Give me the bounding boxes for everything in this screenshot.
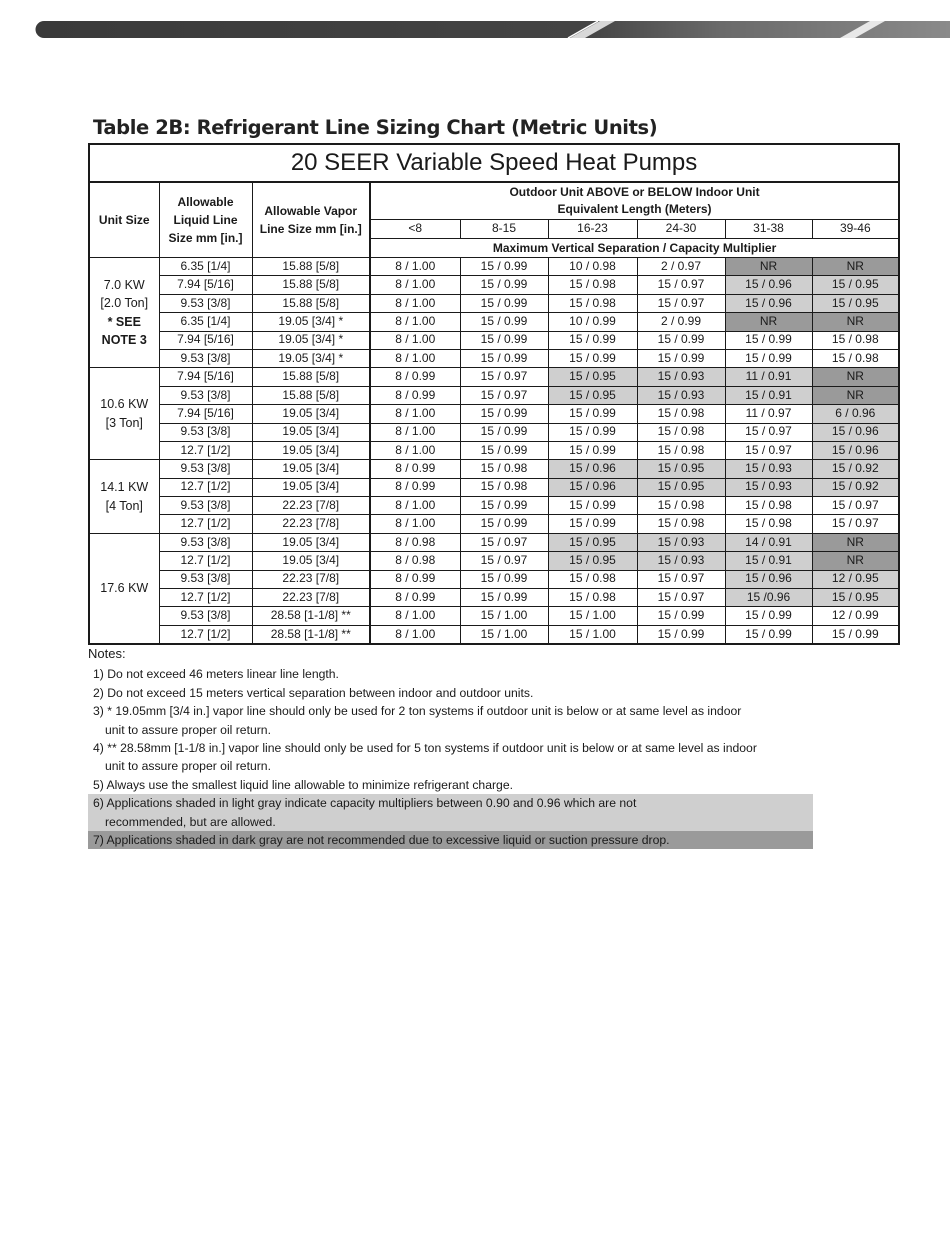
header-unit-size: Unit Size (89, 182, 159, 258)
capacity-cell: NR (725, 313, 812, 331)
vapor-line-cell: 15.88 [5/8] (252, 276, 370, 294)
vapor-line-cell: 22.23 [7/8] (252, 497, 370, 515)
capacity-cell: 15 / 0.99 (548, 515, 637, 533)
capacity-cell: 15 / 0.98 (637, 497, 725, 515)
capacity-cell: 15 / 0.99 (548, 423, 637, 441)
vapor-line-cell: 15.88 [5/8] (252, 294, 370, 312)
capacity-cell: 15 / 0.98 (548, 276, 637, 294)
vapor-line-cell: 19.05 [3/4] (252, 460, 370, 478)
table-row (89, 497, 899, 515)
capacity-cell: 15 /0.96 (725, 589, 812, 607)
liquid-line-cell: 9.53 [3/8] (159, 607, 252, 625)
vapor-line-cell: 19.05 [3/4] (252, 478, 370, 496)
note-continuation: unit to assure proper oil return. (105, 722, 271, 737)
capacity-cell: NR (812, 386, 899, 404)
line-sizing-table (88, 143, 900, 645)
capacity-cell: 15 / 0.93 (637, 386, 725, 404)
capacity-cell: 15 / 0.99 (548, 331, 637, 349)
capacity-cell: 15 / 0.99 (548, 405, 637, 423)
note-item (88, 831, 813, 849)
unit-size-label: 7.0 KW [2.0 Ton] (100, 277, 149, 311)
table-row (89, 570, 899, 588)
capacity-cell: 8 / 0.99 (370, 386, 460, 404)
capacity-cell: 15 / 0.99 (725, 607, 812, 625)
capacity-cell: 8 / 0.98 (370, 552, 460, 570)
vapor-line-cell: 19.05 [3/4] (252, 423, 370, 441)
note-text: 7) Applications shaded in dark gray are not recommended due to excessive liquid or suction pressure drop. (93, 833, 670, 848)
vapor-line-cell: 19.05 [3/4] (252, 552, 370, 570)
unit-size-label: 10.6 KW [3 Ton] (100, 397, 149, 430)
note-item (88, 702, 848, 739)
capacity-cell: 15 / 0.99 (460, 405, 548, 423)
capacity-cell: 15 / 0.99 (812, 625, 899, 644)
capacity-cell: 15 / 0.99 (637, 331, 725, 349)
capacity-cell: 15 / 0.95 (637, 460, 725, 478)
capacity-cell: 15 / 0.97 (460, 368, 548, 386)
vapor-line-cell: 22.23 [7/8] (252, 570, 370, 588)
note-text: 6) Applications shaded in light gray indicate capacity multipliers between 0.90 and 0.96 which are not (93, 796, 637, 811)
capacity-cell: 15 / 0.95 (812, 276, 899, 294)
vapor-line-cell: 19.05 [3/4] * (252, 331, 370, 349)
capacity-cell: 15 / 0.95 (548, 533, 637, 551)
capacity-cell: 15 / 0.97 (460, 533, 548, 551)
header-range-1: 8-15 (460, 220, 548, 239)
capacity-cell: 15 / 0.99 (460, 570, 548, 588)
capacity-cell: 15 / 0.96 (725, 276, 812, 294)
capacity-cell: 11 / 0.91 (725, 368, 812, 386)
table-row (89, 515, 899, 533)
notes-section (88, 645, 848, 849)
capacity-cell: 8 / 1.00 (370, 497, 460, 515)
header-range-3: 24-30 (637, 220, 725, 239)
table-row (89, 441, 899, 459)
capacity-cell: 15 / 0.99 (725, 349, 812, 367)
capacity-cell: 15 / 0.98 (548, 589, 637, 607)
liquid-line-cell: 7.94 [5/16] (159, 331, 252, 349)
table-row (89, 405, 899, 423)
capacity-cell: NR (812, 552, 899, 570)
capacity-cell: 15 / 0.98 (637, 405, 725, 423)
liquid-line-cell: 6.35 [1/4] (159, 258, 252, 276)
vapor-line-cell: 19.05 [3/4] * (252, 313, 370, 331)
capacity-cell: 15 / 0.96 (548, 478, 637, 496)
vapor-line-cell: 15.88 [5/8] (252, 368, 370, 386)
capacity-cell: 15 / 0.99 (637, 607, 725, 625)
liquid-line-cell: 7.94 [5/16] (159, 405, 252, 423)
vapor-line-cell: 22.23 [7/8] (252, 589, 370, 607)
note-continuation: unit to assure proper oil return. (105, 759, 271, 774)
capacity-cell: NR (812, 533, 899, 551)
capacity-cell: 15 / 0.98 (460, 478, 548, 496)
capacity-cell: 15 / 1.00 (548, 625, 637, 644)
liquid-line-cell: 9.53 [3/8] (159, 497, 252, 515)
capacity-cell: 15 / 0.99 (637, 349, 725, 367)
vapor-line-cell: 28.58 [1-1/8] ** (252, 625, 370, 644)
capacity-cell: 15 / 1.00 (460, 607, 548, 625)
capacity-cell: 14 / 0.91 (725, 533, 812, 551)
capacity-cell: 8 / 0.99 (370, 589, 460, 607)
capacity-cell: 15 / 0.92 (812, 460, 899, 478)
note-item (88, 684, 848, 702)
table-row (89, 478, 899, 496)
capacity-cell: 8 / 0.99 (370, 570, 460, 588)
vapor-line-cell: 15.88 [5/8] (252, 258, 370, 276)
vapor-line-cell: 15.88 [5/8] (252, 386, 370, 404)
header-max-vertical: Maximum Vertical Separation / Capacity Multiplier (370, 239, 899, 258)
liquid-line-cell: 7.94 [5/16] (159, 368, 252, 386)
capacity-cell: 15 / 0.96 (812, 423, 899, 441)
capacity-cell: 15 / 0.98 (812, 349, 899, 367)
capacity-cell: 15 / 0.97 (637, 276, 725, 294)
capacity-cell: 15 / 0.99 (725, 331, 812, 349)
unit-size-cell (89, 533, 159, 644)
capacity-cell: 8 / 0.99 (370, 368, 460, 386)
table-row (89, 607, 899, 625)
liquid-line-cell: 12.7 [1/2] (159, 441, 252, 459)
capacity-cell: NR (812, 368, 899, 386)
capacity-cell: 2 / 0.99 (637, 313, 725, 331)
capacity-cell: NR (812, 313, 899, 331)
capacity-cell: 15 / 0.96 (725, 570, 812, 588)
capacity-cell: 15 / 0.98 (637, 515, 725, 533)
note-item (88, 665, 848, 683)
liquid-line-cell: 9.53 [3/8] (159, 570, 252, 588)
capacity-cell: 15 / 0.95 (548, 368, 637, 386)
capacity-cell: 15 / 0.97 (460, 552, 548, 570)
capacity-cell: 15 / 0.93 (725, 478, 812, 496)
capacity-cell: 15 / 0.99 (460, 441, 548, 459)
capacity-cell: 15 / 1.00 (460, 625, 548, 644)
capacity-cell: 15 / 0.93 (637, 552, 725, 570)
capacity-cell: 15 / 0.99 (460, 294, 548, 312)
table-row (89, 423, 899, 441)
capacity-cell: 8 / 1.00 (370, 607, 460, 625)
page-title: Table 2B: Refrigerant Line Sizing Chart (Metric Units) (93, 116, 658, 139)
capacity-cell: 15 / 0.91 (725, 386, 812, 404)
note-item (88, 794, 813, 831)
vapor-line-cell: 19.05 [3/4] (252, 405, 370, 423)
capacity-cell: 15 / 0.91 (725, 552, 812, 570)
capacity-cell: 2 / 0.97 (637, 258, 725, 276)
capacity-cell: 10 / 0.99 (548, 313, 637, 331)
capacity-cell: 15 / 0.95 (548, 386, 637, 404)
capacity-cell: 8 / 0.99 (370, 460, 460, 478)
capacity-cell: 11 / 0.97 (725, 405, 812, 423)
capacity-cell: 8 / 0.99 (370, 478, 460, 496)
capacity-cell: 15 / 0.97 (725, 423, 812, 441)
note-text: 2) Do not exceed 15 meters vertical separation between indoor and outdoor units. (93, 685, 534, 700)
table-row (89, 368, 899, 386)
capacity-cell: 15 / 0.95 (637, 478, 725, 496)
capacity-cell: 15 / 0.92 (812, 478, 899, 496)
capacity-cell: 15 / 0.99 (460, 497, 548, 515)
liquid-line-cell: 9.53 [3/8] (159, 423, 252, 441)
header-vapor-line: Allowable Vapor Line Size mm [in.] (252, 182, 370, 258)
capacity-cell: 15 / 1.00 (548, 607, 637, 625)
note-continuation: recommended, but are allowed. (105, 814, 276, 829)
capacity-cell: 15 / 0.99 (460, 589, 548, 607)
table-row (89, 331, 899, 349)
liquid-line-cell: 12.7 [1/2] (159, 625, 252, 644)
unit-size-cell (89, 258, 159, 368)
unit-size-label: 17.6 KW (100, 581, 149, 596)
header-range-2: 16-23 (548, 220, 637, 239)
note-text: 5) Always use the smallest liquid line allowable to minimize refrigerant charge. (93, 777, 513, 792)
table-row (89, 349, 899, 367)
note-text: 3) * 19.05mm [3/4 in.] vapor line should only be used for 2 ton systems if outdoor unit is below or at same level as indoor (93, 704, 742, 719)
capacity-cell: 15 / 0.98 (725, 515, 812, 533)
capacity-cell: 15 / 0.99 (637, 625, 725, 644)
vapor-line-cell: 19.05 [3/4] (252, 441, 370, 459)
capacity-cell: 15 / 0.98 (460, 460, 548, 478)
note-text: 4) ** 28.58mm [1-1/8 in.] vapor line should only be used for 5 ton systems if outdoor unit is below or at same level as indoor (93, 741, 757, 756)
capacity-cell: 15 / 0.98 (548, 294, 637, 312)
capacity-cell: 15 / 0.95 (812, 294, 899, 312)
liquid-line-cell: 9.53 [3/8] (159, 386, 252, 404)
capacity-cell: 8 / 1.00 (370, 515, 460, 533)
table-row (89, 552, 899, 570)
note-item (88, 776, 848, 794)
capacity-cell: 15 / 0.97 (460, 386, 548, 404)
capacity-cell: 15 / 0.99 (548, 497, 637, 515)
header-range-4: 31-38 (725, 220, 812, 239)
vapor-line-cell: 22.23 [7/8] (252, 515, 370, 533)
capacity-cell: 8 / 1.00 (370, 294, 460, 312)
liquid-line-cell: 9.53 [3/8] (159, 533, 252, 551)
capacity-cell: 12 / 0.95 (812, 570, 899, 588)
capacity-cell: 15 / 0.99 (460, 276, 548, 294)
notes-heading: Notes: (88, 646, 126, 661)
notes-list (88, 665, 848, 849)
capacity-cell: NR (812, 258, 899, 276)
capacity-cell: 8 / 1.00 (370, 258, 460, 276)
capacity-cell: 8 / 1.00 (370, 276, 460, 294)
header-liquid-line: Allowable Liquid Line Size mm [in.] (159, 182, 252, 258)
header-decorative-bar (0, 0, 950, 45)
capacity-cell: NR (725, 258, 812, 276)
unit-size-cell (89, 460, 159, 534)
capacity-cell: 15 / 0.99 (460, 258, 548, 276)
capacity-cell: 15 / 0.95 (548, 552, 637, 570)
table-row (89, 625, 899, 644)
capacity-cell: 8 / 1.00 (370, 405, 460, 423)
liquid-line-cell: 6.35 [1/4] (159, 313, 252, 331)
header-range-5: 39-46 (812, 220, 899, 239)
capacity-cell: 15 / 0.96 (812, 441, 899, 459)
table-caption: 20 SEER Variable Speed Heat Pumps (89, 144, 899, 182)
capacity-cell: 15 / 0.99 (460, 349, 548, 367)
capacity-cell: 15 / 0.99 (725, 625, 812, 644)
capacity-cell: 8 / 1.00 (370, 349, 460, 367)
vapor-line-cell: 19.05 [3/4] * (252, 349, 370, 367)
liquid-line-cell: 9.53 [3/8] (159, 294, 252, 312)
capacity-cell: 15 / 0.99 (460, 515, 548, 533)
capacity-cell: 15 / 0.96 (548, 460, 637, 478)
capacity-cell: 15 / 0.98 (548, 570, 637, 588)
header-range-0: <8 (370, 220, 460, 239)
capacity-cell: 15 / 0.98 (725, 497, 812, 515)
capacity-cell: 15 / 0.99 (460, 331, 548, 349)
table-row (89, 589, 899, 607)
table-row (89, 258, 899, 276)
capacity-cell: 15 / 0.97 (812, 497, 899, 515)
note-item (88, 739, 848, 776)
capacity-cell: 15 / 0.93 (637, 368, 725, 386)
capacity-cell: 12 / 0.99 (812, 607, 899, 625)
capacity-cell: 10 / 0.98 (548, 258, 637, 276)
capacity-cell: 8 / 1.00 (370, 625, 460, 644)
table-row (89, 313, 899, 331)
table-row (89, 294, 899, 312)
vapor-line-cell: 19.05 [3/4] (252, 533, 370, 551)
table-row (89, 386, 899, 404)
capacity-cell: 15 / 0.96 (725, 294, 812, 312)
unit-size-note: * SEE NOTE 3 (101, 314, 147, 348)
vapor-line-cell: 28.58 [1-1/8] ** (252, 607, 370, 625)
capacity-cell: 15 / 0.99 (460, 313, 548, 331)
capacity-cell: 15 / 0.97 (812, 515, 899, 533)
unit-size-cell (89, 368, 159, 460)
capacity-cell: 15 / 0.99 (460, 423, 548, 441)
capacity-cell: 8 / 1.00 (370, 313, 460, 331)
header-outdoor-length: Outdoor Unit ABOVE or BELOW Indoor Unit Equivalent Length (Meters) (370, 182, 899, 220)
capacity-cell: 15 / 0.95 (812, 589, 899, 607)
capacity-cell: 8 / 1.00 (370, 331, 460, 349)
capacity-cell: 15 / 0.98 (637, 423, 725, 441)
liquid-line-cell: 12.7 [1/2] (159, 515, 252, 533)
unit-size-label: 14.1 KW [4 Ton] (100, 480, 149, 513)
note-text: 1) Do not exceed 46 meters linear line length. (93, 667, 339, 682)
capacity-cell: 15 / 0.97 (637, 589, 725, 607)
capacity-cell: 15 / 0.99 (548, 441, 637, 459)
capacity-cell: 15 / 0.97 (725, 441, 812, 459)
table-row (89, 460, 899, 478)
liquid-line-cell: 9.53 [3/8] (159, 349, 252, 367)
table-row (89, 276, 899, 294)
capacity-cell: 8 / 1.00 (370, 423, 460, 441)
liquid-line-cell: 12.7 [1/2] (159, 552, 252, 570)
capacity-cell: 15 / 0.98 (637, 441, 725, 459)
capacity-cell: 8 / 1.00 (370, 441, 460, 459)
capacity-cell: 15 / 0.97 (637, 294, 725, 312)
table-row (89, 533, 899, 551)
liquid-line-cell: 9.53 [3/8] (159, 460, 252, 478)
liquid-line-cell: 12.7 [1/2] (159, 478, 252, 496)
capacity-cell: 8 / 0.98 (370, 533, 460, 551)
capacity-cell: 15 / 0.98 (812, 331, 899, 349)
liquid-line-cell: 12.7 [1/2] (159, 589, 252, 607)
liquid-line-cell: 7.94 [5/16] (159, 276, 252, 294)
capacity-cell: 6 / 0.96 (812, 405, 899, 423)
capacity-cell: 15 / 0.99 (548, 349, 637, 367)
capacity-cell: 15 / 0.93 (637, 533, 725, 551)
capacity-cell: 15 / 0.97 (637, 570, 725, 588)
capacity-cell: 15 / 0.93 (725, 460, 812, 478)
